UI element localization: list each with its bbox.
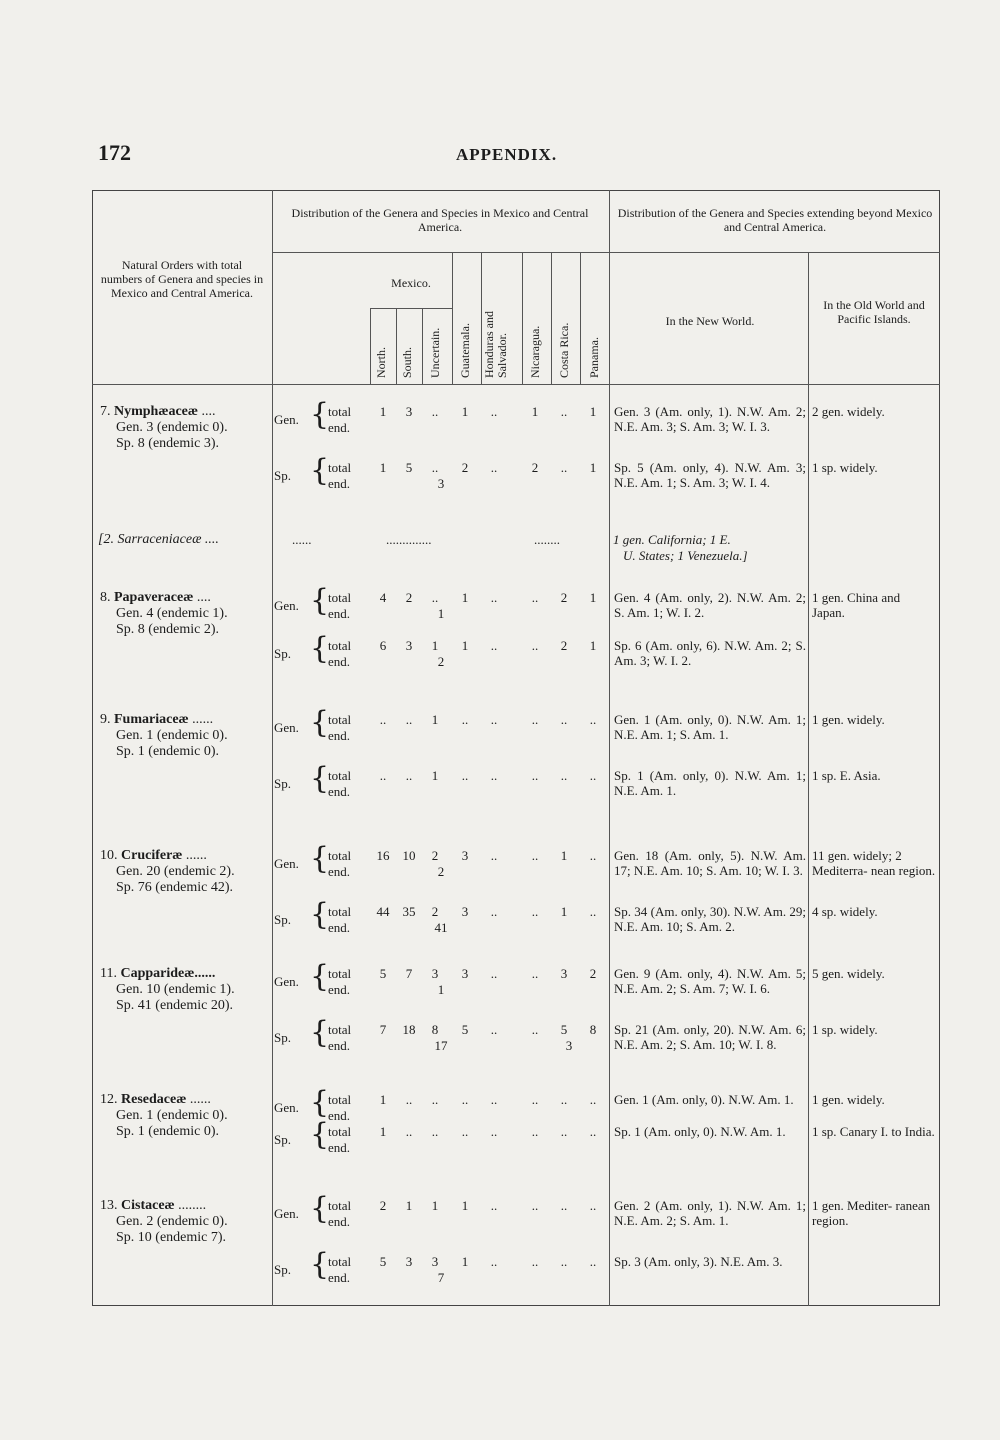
sp-total-cell: .. xyxy=(531,638,539,653)
gen-total-cell: .. xyxy=(531,712,539,727)
col-north: North. xyxy=(374,347,388,378)
order-sp-count: Sp. 1 (endemic 0). xyxy=(116,744,220,759)
gen-total-cell: 1 xyxy=(461,1198,469,1213)
gen-label: Gen. xyxy=(274,1206,299,1221)
sp-end-cell: 2 xyxy=(437,654,445,669)
old-world-sp: 1 sp. widely. xyxy=(812,460,878,475)
sp-total-cell: .. xyxy=(490,904,498,919)
gen-total-cell: 1 xyxy=(379,404,387,419)
gen-total-cell: .. xyxy=(490,712,498,727)
brace-icon: { xyxy=(310,583,330,618)
sp-total-cell: 1 xyxy=(431,768,439,783)
gen-total-cell: .. xyxy=(461,712,469,727)
running-head: APPENDIX. xyxy=(456,145,558,164)
brace-icon: { xyxy=(310,705,330,740)
sp-total-cell: .. xyxy=(490,1254,498,1269)
gen-total-cell: .. xyxy=(405,1092,413,1107)
sp-label: Sp. xyxy=(274,468,291,483)
sp-total-cell: .. xyxy=(490,1124,498,1139)
gen-label: Gen. xyxy=(274,1100,299,1115)
col-divider xyxy=(522,252,523,384)
gen-total-cell: .. xyxy=(560,712,568,727)
gen-total-cell: .. xyxy=(560,1198,568,1213)
new-world-sp: Sp. 3 (Am. only, 3). N.E. Am. 3. xyxy=(614,1254,783,1269)
gen-end-cell: 1 xyxy=(437,606,445,621)
gen-total-cell: 2 xyxy=(589,966,597,981)
total-label: total xyxy=(328,1254,352,1269)
order-sp-count: Sp. 8 (endemic 2). xyxy=(116,622,220,637)
sp-label: Sp. xyxy=(274,1132,291,1147)
sp-total-cell: 2 xyxy=(461,460,469,475)
header-dist-mca: Distribution of the Genera and Species in Mexico and Central America. xyxy=(291,206,589,234)
gen-total-cell: .. xyxy=(589,1092,597,1107)
gen-label: Gen. xyxy=(274,974,299,989)
sp-total-cell: 3 xyxy=(431,1254,439,1269)
sp-label: Sp. xyxy=(274,912,291,927)
gen-total-cell: 2 xyxy=(379,1198,387,1213)
sp-total-cell: .. xyxy=(589,1124,597,1139)
gen-label: Gen. xyxy=(274,412,299,427)
gen-total-cell: .. xyxy=(490,848,498,863)
new-world-sp: Sp. 1 (Am. only, 0). N.W. Am. 1. xyxy=(614,1124,786,1139)
sp-label: Sp. xyxy=(274,776,291,791)
gen-total-cell: .. xyxy=(531,1092,539,1107)
end-label: end. xyxy=(328,420,351,435)
end-label: end. xyxy=(328,728,351,743)
gen-total-cell: .. xyxy=(531,848,539,863)
gen-total-cell: 1 xyxy=(379,1092,387,1107)
order-sp-count: Sp. 8 (endemic 3). xyxy=(116,436,220,451)
gen-total-cell: .. xyxy=(589,848,597,863)
col-honduras: Honduras and Salvador. xyxy=(482,311,509,378)
gen-total-cell: 1 xyxy=(589,590,597,605)
sp-total-cell: 3 xyxy=(461,904,469,919)
total-label: total xyxy=(328,1124,352,1139)
sp-total-cell: .. xyxy=(461,768,469,783)
order-name: 10. Cruciferæ ...... xyxy=(100,848,207,863)
gen-total-cell: 3 xyxy=(431,966,439,981)
sp-total-cell: 1 xyxy=(379,460,387,475)
new-world-gen: Gen. 18 (Am. only, 5). N.W. Am. 17; N.E. Am. 10; S. Am. 10; W. I. 3. xyxy=(614,848,806,878)
col-divider xyxy=(551,252,552,384)
gen-total-cell: .. xyxy=(531,1198,539,1213)
gen-total-cell: 1 xyxy=(431,712,439,727)
new-world-gen: Gen. 1 (Am. only, 0). N.W. Am. 1. xyxy=(614,1092,794,1107)
header-natural-orders: Natural Orders with total numbers of Genera and species in Mexico and Central America. xyxy=(100,258,264,300)
gen-total-cell: 3 xyxy=(461,848,469,863)
order-name: 9. Fumariaceæ ...... xyxy=(100,712,214,727)
old-world-sp: 1 sp. widely. xyxy=(812,1022,878,1037)
col-divider xyxy=(396,308,397,384)
sp-total-cell: 6 xyxy=(379,638,387,653)
brace-icon: { xyxy=(310,959,330,994)
sp-total-cell: 3 xyxy=(405,638,413,653)
brace-icon: { xyxy=(310,453,330,488)
end-label: end. xyxy=(328,920,351,935)
sp-total-cell: .. xyxy=(560,460,568,475)
end-label: end. xyxy=(328,476,351,491)
old-world-gen: 1 gen. widely. xyxy=(812,712,885,727)
order-gen-count: Gen. 10 (endemic 1). xyxy=(116,982,235,997)
gen-total-cell: 3 xyxy=(405,404,413,419)
sp-total-cell: 3 xyxy=(405,1254,413,1269)
sp-total-cell: .. xyxy=(490,768,498,783)
header-new-world: In the New World. xyxy=(665,314,755,328)
order-gen-count: Gen. 1 (endemic 0). xyxy=(116,1108,228,1123)
old-world-gen: 11 gen. widely; 2 Mediterra- nean region. xyxy=(812,848,936,878)
brace-icon: { xyxy=(310,841,330,876)
new-world-gen: Gen. 2 (Am. only, 1). N.W. Am. 1; N.E. Am. 2; S. Am. 1. xyxy=(614,1198,806,1228)
sp-total-cell: 2 xyxy=(560,638,568,653)
sp-total-cell: .. xyxy=(490,460,498,475)
sp-label: Sp. xyxy=(274,1030,291,1045)
order-gen-count: Gen. 20 (endemic 2). xyxy=(116,864,235,879)
sp-total-cell: 1 xyxy=(461,1254,469,1269)
sp-total-cell: .. xyxy=(405,768,413,783)
brace-icon: { xyxy=(310,761,330,796)
end-label: end. xyxy=(328,1214,351,1229)
old-world-gen: 1 gen. Mediter- ranean region. xyxy=(812,1198,931,1228)
gen-total-cell: 2 xyxy=(560,590,568,605)
end-label: end. xyxy=(328,654,351,669)
gen-label: Gen. xyxy=(274,598,299,613)
col-guatemala: Guatemala. xyxy=(458,323,472,378)
sarracenia-dots-3: ........ xyxy=(534,532,560,547)
sp-end-cell: 7 xyxy=(437,1270,445,1285)
gen-total-cell: .. xyxy=(431,1092,439,1107)
sp-total-cell: .. xyxy=(461,1124,469,1139)
sp-total-cell: 1 xyxy=(589,638,597,653)
brace-icon: { xyxy=(310,397,330,432)
gen-label: Gen. xyxy=(274,720,299,735)
order-gen-count: Gen. 3 (endemic 0). xyxy=(116,420,228,435)
sarracenia-dots-2: .............. xyxy=(386,532,432,547)
end-label: end. xyxy=(328,784,351,799)
order-sp-count: Sp. 76 (endemic 42). xyxy=(116,880,234,895)
total-label: total xyxy=(328,638,352,653)
header-rule xyxy=(92,384,940,385)
total-label: total xyxy=(328,404,352,419)
sp-total-cell: 5 xyxy=(560,1022,568,1037)
sp-total-cell: .. xyxy=(589,904,597,919)
new-world-gen: Gen. 3 (Am. only, 1). N.W. Am. 2; N.E. Am. 3; S. Am. 3; W. I. 3. xyxy=(614,404,806,434)
gen-total-cell: .. xyxy=(490,1092,498,1107)
new-world-sp: Sp. 6 (Am. only, 6). N.W. Am. 2; S. Am. 3; W. I. 2. xyxy=(614,638,806,668)
gen-total-cell: .. xyxy=(405,712,413,727)
total-label: total xyxy=(328,1022,352,1037)
gen-total-cell: 3 xyxy=(560,966,568,981)
sp-total-cell: .. xyxy=(589,768,597,783)
brace-icon: { xyxy=(310,1191,330,1226)
gen-total-cell: .. xyxy=(490,1198,498,1213)
gen-total-cell: .. xyxy=(379,712,387,727)
gen-total-cell: .. xyxy=(490,404,498,419)
old-world-sp: 4 sp. widely. xyxy=(812,904,878,919)
header-dist-beyond: Distribution of the Genera and Species extending beyond Mexico and Central America. xyxy=(617,206,933,234)
sp-label: Sp. xyxy=(274,1262,291,1277)
col-uncertain: Uncertain. xyxy=(428,327,442,378)
header-old-world: In the Old World and Pacific Islands. xyxy=(823,298,925,326)
sp-total-cell: 1 xyxy=(379,1124,387,1139)
order-name: 8. Papaveraceæ .... xyxy=(100,590,211,605)
sp-total-cell: 8 xyxy=(589,1022,597,1037)
gen-total-cell: 1 xyxy=(461,590,469,605)
gen-total-cell: .. xyxy=(531,966,539,981)
sp-total-cell: .. xyxy=(405,1124,413,1139)
brace-icon: { xyxy=(310,897,330,932)
col-divider xyxy=(370,308,371,384)
new-world-sp: Sp. 21 (Am. only, 20). N.W. Am. 6; N.E. Am. 2; S. Am. 10; W. I. 8. xyxy=(614,1022,806,1052)
sp-total-cell: 5 xyxy=(461,1022,469,1037)
new-world-gen: Gen. 4 (Am. only, 2). N.W. Am. 2; S. Am. 1; W. I. 2. xyxy=(614,590,806,620)
gen-total-cell: .. xyxy=(431,590,439,605)
gen-total-cell: .. xyxy=(560,404,568,419)
sp-total-cell: 1 xyxy=(589,460,597,475)
brace-icon: { xyxy=(310,631,330,666)
end-label: end. xyxy=(328,1140,351,1155)
order-sp-count: Sp. 1 (endemic 0). xyxy=(116,1124,220,1139)
gen-label: Gen. xyxy=(274,856,299,871)
col-divider xyxy=(808,252,809,1306)
old-world-gen: 2 gen. widely. xyxy=(812,404,885,419)
gen-total-cell: 2 xyxy=(405,590,413,605)
old-world-gen: 1 gen. China and Japan. xyxy=(812,590,901,620)
brace-icon: { xyxy=(310,1117,330,1152)
brace-icon: { xyxy=(310,1247,330,1282)
col-panama: Panama. xyxy=(587,337,601,378)
gen-total-cell: .. xyxy=(461,1092,469,1107)
new-world-sp: Sp. 5 (Am. only, 4). N.W. Am. 3; N.E. Am. 1; S. Am. 3; W. I. 4. xyxy=(614,460,806,490)
sp-total-cell: 2 xyxy=(531,460,539,475)
header-rule xyxy=(370,308,452,309)
col-divider xyxy=(272,190,273,1306)
brace-icon: { xyxy=(310,1085,330,1120)
total-label: total xyxy=(328,768,352,783)
sarracenia-dots-1: ...... xyxy=(292,532,312,547)
sp-label: Sp. xyxy=(274,646,291,661)
gen-end-cell: 1 xyxy=(437,982,445,997)
sp-total-cell: .. xyxy=(560,1254,568,1269)
total-label: total xyxy=(328,712,352,727)
header-rule xyxy=(272,252,940,253)
sp-end-cell: 17 xyxy=(434,1038,448,1053)
old-world-gen: 5 gen. widely. xyxy=(812,966,885,981)
end-label: end. xyxy=(328,606,351,621)
sp-total-cell: 8 xyxy=(431,1022,439,1037)
sp-total-cell: .. xyxy=(431,1124,439,1139)
gen-total-cell: 1 xyxy=(531,404,539,419)
sp-end-cell: 3 xyxy=(565,1038,573,1053)
sp-total-cell: 2 xyxy=(431,904,439,919)
total-label: total xyxy=(328,590,352,605)
gen-end-cell: 2 xyxy=(437,864,445,879)
sp-total-cell: 5 xyxy=(405,460,413,475)
sp-total-cell: .. xyxy=(531,904,539,919)
sp-end-cell: 41 xyxy=(434,920,448,935)
col-nicaragua: Nicaragua. xyxy=(528,325,542,378)
gen-total-cell: .. xyxy=(531,590,539,605)
end-label: end. xyxy=(328,864,351,879)
sarracenia-dist-b: U. States; 1 Venezuela.] xyxy=(623,548,748,563)
total-label: total xyxy=(328,904,352,919)
sp-total-cell: .. xyxy=(379,768,387,783)
sp-total-cell: .. xyxy=(560,768,568,783)
sarracenia-dist-a: 1 gen. California; 1 E. xyxy=(613,532,731,547)
order-sp-count: Sp. 41 (endemic 20). xyxy=(116,998,234,1013)
sarracenia-label: [2. Sarraceniaceæ .... xyxy=(98,532,219,547)
gen-total-cell: 1 xyxy=(405,1198,413,1213)
sp-total-cell: 1 xyxy=(560,904,568,919)
col-costa-rica: Costa Rica. xyxy=(557,322,571,378)
gen-total-cell: .. xyxy=(490,966,498,981)
gen-total-cell: .. xyxy=(589,712,597,727)
total-label: total xyxy=(328,460,352,475)
gen-total-cell: .. xyxy=(431,404,439,419)
sp-total-cell: 18 xyxy=(402,1022,416,1037)
gen-total-cell: 1 xyxy=(461,404,469,419)
gen-total-cell: .. xyxy=(589,1198,597,1213)
sp-total-cell: .. xyxy=(531,1022,539,1037)
gen-total-cell: 5 xyxy=(379,966,387,981)
brace-icon: { xyxy=(310,1015,330,1050)
order-name: 7. Nymphæaceæ .... xyxy=(100,404,216,419)
total-label: total xyxy=(328,1092,352,1107)
col-divider xyxy=(609,190,610,1306)
sp-total-cell: 1 xyxy=(461,638,469,653)
new-world-sp: Sp. 1 (Am. only, 0). N.W. Am. 1; N.E. Am. 1. xyxy=(614,768,806,798)
gen-total-cell: 4 xyxy=(379,590,387,605)
total-label: total xyxy=(328,848,352,863)
header-mexico: Mexico. xyxy=(391,276,431,290)
sarracenia-name xyxy=(98,532,219,547)
sp-total-cell: .. xyxy=(431,460,439,475)
gen-total-cell: .. xyxy=(490,590,498,605)
sp-total-cell: 5 xyxy=(379,1254,387,1269)
gen-total-cell: 1 xyxy=(560,848,568,863)
order-sp-count: Sp. 10 (endemic 7). xyxy=(116,1230,227,1245)
sp-total-cell: .. xyxy=(531,768,539,783)
sp-total-cell: 44 xyxy=(376,904,390,919)
sp-end-cell: 3 xyxy=(437,476,445,491)
order-name: 12. Resedaceæ ...... xyxy=(100,1092,211,1107)
sp-total-cell: 7 xyxy=(379,1022,387,1037)
sp-total-cell: 1 xyxy=(431,638,439,653)
sp-total-cell: 35 xyxy=(402,904,416,919)
sp-total-cell: .. xyxy=(490,638,498,653)
old-world-gen: 1 gen. widely. xyxy=(812,1092,885,1107)
old-world-sp: 1 sp. E. Asia. xyxy=(812,768,881,783)
new-world-gen: Gen. 9 (Am. only, 4). N.W. Am. 5; N.E. Am. 2; S. Am. 7; W. I. 6. xyxy=(614,966,806,996)
gen-total-cell: 1 xyxy=(431,1198,439,1213)
order-gen-count: Gen. 4 (endemic 1). xyxy=(116,606,228,621)
end-label: end. xyxy=(328,1270,351,1285)
total-label: total xyxy=(328,1198,352,1213)
order-name: 11. Capparideæ...... xyxy=(100,966,216,981)
order-name: 13. Cistaceæ ........ xyxy=(100,1198,207,1213)
end-label: end. xyxy=(328,982,351,997)
gen-total-cell: 3 xyxy=(461,966,469,981)
col-divider xyxy=(422,308,423,384)
end-label: end. xyxy=(328,1038,351,1053)
new-world-sp: Sp. 34 (Am. only, 30). N.W. Am. 29; N.E. Am. 10; S. Am. 2. xyxy=(614,904,806,934)
sp-total-cell: .. xyxy=(531,1254,539,1269)
gen-total-cell: 1 xyxy=(589,404,597,419)
gen-total-cell: .. xyxy=(560,1092,568,1107)
sp-total-cell: .. xyxy=(560,1124,568,1139)
gen-total-cell: 16 xyxy=(376,848,390,863)
gen-total-cell: 2 xyxy=(431,848,439,863)
old-world-sp: 1 sp. Canary I. to India. xyxy=(812,1124,935,1139)
col-south: South. xyxy=(400,346,414,378)
gen-total-cell: 7 xyxy=(405,966,413,981)
gen-total-cell: 10 xyxy=(402,848,416,863)
page-number: 172 xyxy=(98,140,131,165)
sp-total-cell: .. xyxy=(589,1254,597,1269)
col-divider xyxy=(452,252,453,384)
new-world-gen: Gen. 1 (Am. only, 0). N.W. Am. 1; N.E. Am. 1; S. Am. 1. xyxy=(614,712,806,742)
sp-total-cell: .. xyxy=(531,1124,539,1139)
total-label: total xyxy=(328,966,352,981)
col-divider xyxy=(580,252,581,384)
end-label: end. xyxy=(328,1108,351,1123)
sp-total-cell: .. xyxy=(490,1022,498,1037)
order-gen-count: Gen. 2 (endemic 0). xyxy=(116,1214,228,1229)
order-gen-count: Gen. 1 (endemic 0). xyxy=(116,728,228,743)
